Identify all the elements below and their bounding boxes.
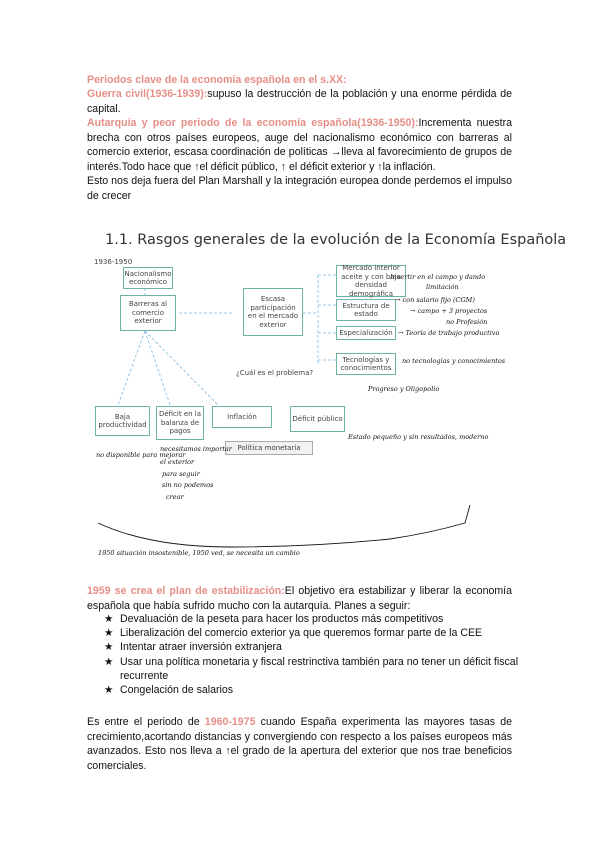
autarky-text: Incrementa nuestra brecha con otros países europeos, auge del nacionalismo económico con barreras al comercio exterior, escasa coordinación de políticas →lleva al favorecimiento de grupos de interés.Todo hace que ↑el déficit público, ↑ el déficit exterior y ↑la inflación. [87,117,512,173]
hw-note-15: crear [166,493,184,501]
hw-note-14: sin no podemos [162,481,214,489]
box-deficit-publico: Déficit público [290,406,345,432]
hw-note-3: → con salario fijo (CGM) [395,296,475,304]
section-title: 1.1. Rasgos generales de la evolución de la Economía Española [105,232,567,248]
marshall-text: Esto nos deja fuera del Plan Marshall y la integración europea donde perdemos el impulso de crecer [87,175,512,202]
box-nacionalismo: Nacionalismo económico [123,267,173,289]
box-tecnologias: Tecnologías y conocimientos [336,353,396,375]
box-estructura: Estructura de estado [336,299,396,321]
hw-note-12: el exterior [160,458,195,466]
hw-note-7: no tecnologías y conocimientos [402,357,506,365]
hw-note-16: 1950 situación insostenible, 1950 ved, se necesita un cambio [98,549,300,557]
list-item: ★ Intentar atraer inversión extranjera [104,641,282,654]
hw-note-4: → campo + 3 proyectos [410,307,488,315]
hw-note-9: Estado pequeño y sin resultados, moderno [348,433,489,441]
box-politica: Política monetaria [225,441,313,455]
intro-heading [87,73,512,88]
box-baja-productividad: Baja productividad [95,406,150,436]
hw-note-2: limitación [426,283,459,291]
closing-period: 1960-1975 [204,716,256,728]
star-icon: ★ [104,627,114,640]
problem-question: ¿Cuál es el problema? [236,369,314,377]
marshall-paragraph [87,174,512,203]
star-icon: ★ [104,641,114,654]
hw-note-1: Invertir en el campo y dando [390,273,486,281]
star-icon: ★ [104,684,114,697]
hw-note-11: necesitamos importar [160,445,232,453]
hw-note-6: → Teoría de trabajo productivo [398,329,500,337]
box-escasa: Escasa participación en el mercado exterior [243,288,303,336]
hw-note-8: Progreso y Oligopolio [368,385,440,393]
civil-war-text: supuso la destrucción de la población y una enorme pérdida de capital. [87,88,512,115]
plan-list [104,612,524,697]
box-deficit-balanza: Déficit en la balanza de pagos [156,406,204,440]
civil-war-paragraph [87,87,512,116]
civil-war-label: Guerra civil(1936-1939): [87,88,208,100]
closing-before: Es entre el periodo de [87,716,205,728]
plan-text: El objetivo era estabilizar y liberar la economía española que había sufrido mucho con la autarquía. Planes a seguir: [87,585,513,612]
economy-diagram [90,255,510,565]
hw-note-5: no Profesión [446,318,488,326]
star-icon: ★ [104,655,114,668]
box-barreras: Barreras al comercio exterior [120,295,176,331]
hw-note-13: para seguir [162,470,200,478]
box-mercado: Mercado interior aceite y con baja densidad demográfica [336,265,406,297]
hw-note-10: no disponible para mejorar [96,451,186,459]
periods-heading: Periodos clave de la economía española en el s.XX: [87,74,347,86]
list-item: ★ Liberalización del comercio exterior ya que queremos formar parte de la CEE [104,627,483,640]
closing-after: cuando España experimenta las mayores tasas de crecimiento,acortando distancias y convergiendo con respecto a los países europeos más avanzados. Esto nos lleva a ↑el grado de la apertura del exterior que nos trae beneficios comerciales. [87,716,512,772]
star-icon: ★ [104,613,114,625]
autarky-label: Autarquía y peor periodo de la economía española(1936-1950): [87,117,419,129]
closing-paragraph [87,715,512,773]
plan-label: 1959 se crea el plan de estabilización: [87,585,285,597]
autarky-paragraph [87,116,512,174]
list-item: ★ Devaluación de la peseta para hacer los productos más competitivos [104,613,444,625]
box-inflacion: Inflación [212,406,272,428]
list-item: ★ Congelación de salarios [104,684,234,697]
period-label: 1936-1950 [94,258,133,266]
list-item: ★ Usar una política monetaria y fiscal restrinctiva también para no tener un déficit fiscal recurrente [104,655,519,682]
box-especializacion: Especialización [336,326,396,340]
plan-paragraph [87,584,512,613]
